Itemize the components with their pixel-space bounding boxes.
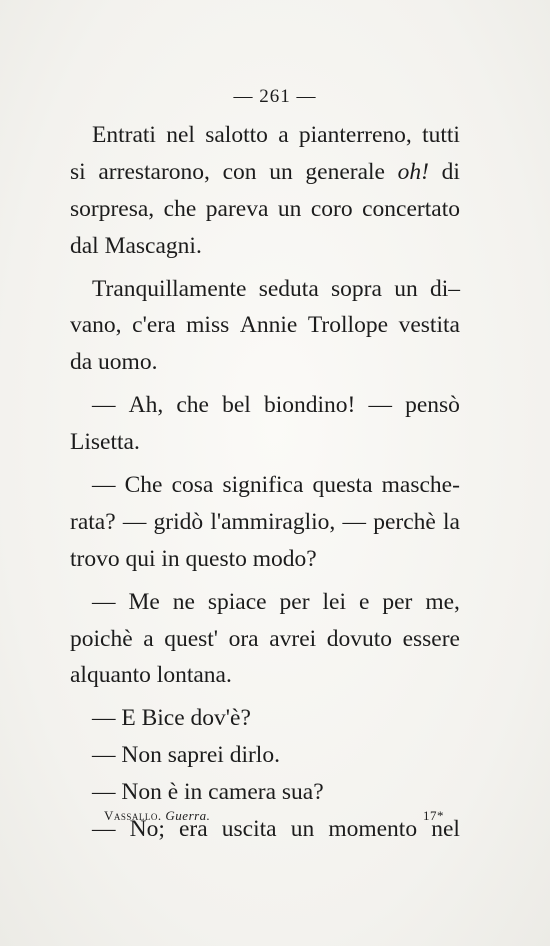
word: sorpresa, — [70, 195, 155, 222]
word: l'ammiraglio, — [210, 508, 336, 535]
line-text: trovo qui in questo modo? — [70, 545, 317, 572]
word: un — [277, 195, 302, 222]
text-line — [70, 424, 460, 461]
word: — — [122, 508, 147, 535]
word: si — [70, 158, 86, 185]
word: di — [441, 158, 460, 185]
footer-signature — [104, 808, 210, 824]
text-line — [70, 774, 460, 811]
word: — — [92, 816, 116, 843]
word: di– — [429, 275, 460, 302]
word: per — [279, 588, 310, 615]
word: pareva — [205, 195, 269, 222]
word: c'era — [132, 312, 176, 339]
word: questa — [312, 472, 373, 499]
word: No; — [129, 816, 165, 843]
word: quest' — [164, 625, 219, 652]
line-text: — Non saprei dirlo. — [92, 742, 280, 769]
word: masche- — [381, 472, 460, 499]
word: dovuto — [326, 625, 392, 652]
text-line — [70, 621, 460, 658]
word: ne — [172, 588, 195, 615]
word: a — [143, 625, 154, 652]
word: avrei — [269, 625, 317, 652]
text-line — [70, 737, 460, 774]
word: sopra — [331, 275, 382, 302]
word: — — [368, 392, 392, 419]
word: e — [358, 588, 370, 615]
line-text: da uomo. — [70, 349, 158, 376]
word: — — [342, 508, 366, 535]
word: essere — [402, 625, 460, 652]
line-text: — Non è in camera sua? — [92, 779, 324, 806]
text-line — [70, 344, 460, 381]
word: la — [443, 508, 460, 535]
word: era — [178, 816, 208, 843]
word: uscita — [221, 816, 277, 843]
word: poichè — [70, 625, 133, 652]
page-footer — [104, 808, 444, 824]
word: Ah, — [128, 392, 164, 419]
text-line — [70, 541, 460, 578]
word: rata? — [70, 508, 116, 535]
word: significa — [222, 472, 304, 499]
word: Me — [128, 588, 160, 615]
word: Entrati — [92, 122, 156, 148]
word: lei — [322, 588, 347, 615]
body-text — [70, 117, 460, 848]
text-line — [70, 117, 460, 154]
word: vano, — [70, 312, 122, 339]
word: spiace — [207, 588, 267, 615]
word: Annie — [239, 312, 298, 339]
word: momento — [328, 816, 418, 843]
word: nel — [431, 816, 460, 843]
text-line — [70, 657, 460, 694]
word: Trollope — [307, 312, 388, 339]
line-text: — E Bice dov'è? — [92, 705, 251, 732]
word: biondino! — [263, 392, 356, 419]
word: pianterreno, — [298, 122, 412, 148]
text-line — [70, 154, 460, 191]
line-text: alquanto lontana. — [70, 662, 232, 689]
text-line — [70, 700, 460, 737]
word: tutti — [422, 122, 460, 148]
line-text: dal Mascagni. — [70, 232, 202, 259]
footer-author: Vassallo. — [104, 808, 162, 823]
word: Tranquillamente — [92, 275, 247, 302]
word: che — [176, 392, 209, 419]
text-line — [70, 387, 460, 424]
word: ora — [228, 625, 259, 652]
word: generale — [305, 158, 385, 185]
word: un — [394, 275, 418, 302]
word: un — [290, 816, 315, 843]
word: nel — [166, 122, 195, 148]
text-line — [70, 307, 460, 344]
text-line — [70, 271, 460, 308]
footer-title: Guerra. — [165, 808, 211, 823]
word: oh! — [397, 158, 429, 185]
word: un — [269, 158, 293, 185]
word: con — [222, 158, 257, 185]
word: miss — [186, 312, 230, 339]
word: perchè — [373, 508, 436, 535]
text-line — [70, 504, 460, 541]
word: a — [278, 122, 289, 148]
word: — — [92, 588, 116, 615]
word: cosa — [171, 472, 214, 499]
text-line — [70, 191, 460, 228]
footer-sheet-mark: 17* — [423, 808, 444, 823]
word: — — [92, 392, 116, 419]
text-line — [70, 467, 460, 504]
word: gridò — [153, 508, 204, 535]
word: salotto — [205, 122, 268, 148]
word: che — [163, 195, 197, 222]
word: arrestarono, — [98, 158, 210, 185]
word: per — [382, 588, 413, 615]
line-text: Lisetta. — [70, 429, 140, 456]
word: seduta — [258, 275, 319, 302]
word: — — [92, 472, 116, 499]
word: bel — [222, 392, 251, 419]
text-line — [70, 228, 460, 265]
word: coro — [310, 195, 353, 222]
word: pensò — [405, 392, 460, 419]
word: vestita — [398, 312, 460, 339]
word: me, — [425, 588, 460, 615]
word: concertato — [362, 195, 460, 222]
text-line — [70, 584, 460, 621]
page-number: — 261 — — [233, 86, 317, 107]
word: Che — [124, 472, 163, 499]
